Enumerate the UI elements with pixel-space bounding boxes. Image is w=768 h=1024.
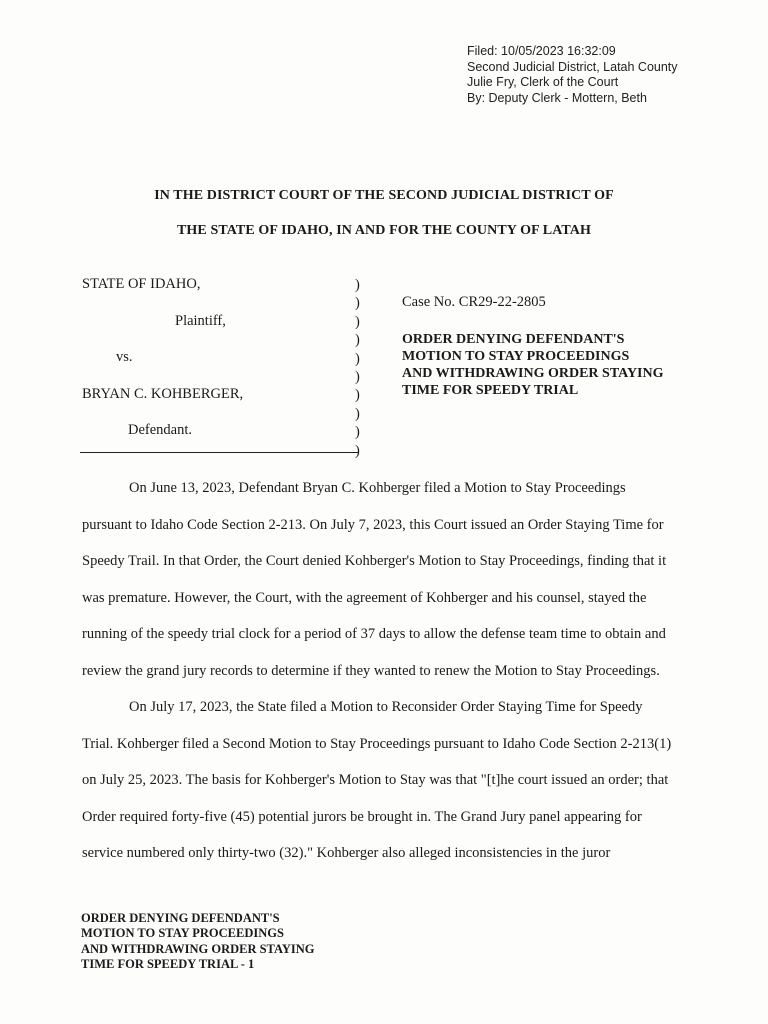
court-heading-line-1: IN THE DISTRICT COURT OF THE SECOND JUDICIAL DISTRICT OF [154, 188, 614, 203]
footer-line: MOTION TO STAY PROCEEDINGS [81, 926, 284, 941]
body-line: review the grand jury records to determine if they wanted to renew the Motion to Stay Proceedings. [82, 662, 660, 679]
order-title-line: AND WITHDRAWING ORDER STAYING [402, 366, 664, 381]
caption-paren: ) [355, 332, 360, 349]
page-footer [81, 911, 315, 972]
court-heading-line-2: THE STATE OF IDAHO, IN AND FOR THE COUNTY OF LATAH [176, 223, 592, 238]
versus-label: vs. [116, 349, 133, 365]
order-title-line: TIME FOR SPEEDY TRIAL [402, 383, 579, 398]
order-title [402, 331, 664, 399]
caption-paren: ) [355, 277, 360, 293]
caption-paren: ) [355, 295, 360, 312]
caption-paren: ) [355, 350, 360, 367]
filing-stamp-line: Julie Fry, Clerk of the Court [467, 75, 619, 89]
caption-underline [80, 452, 359, 453]
filing-stamp-line: Second Judicial District, Latah County [467, 59, 678, 74]
plaintiff-name: STATE OF IDAHO, [82, 276, 201, 292]
body-line: was premature. However, the Court, with the agreement of Kohberger and his counsel, stayed the [82, 589, 647, 606]
caption-parentheses [355, 276, 360, 460]
filing-stamp-line: Filed: 10/05/2023 16:32:09 [467, 44, 616, 58]
order-title-line: MOTION TO STAY PROCEEDINGS [402, 349, 630, 364]
caption-paren: ) [355, 369, 360, 386]
body-line: On July 17, 2023, the State filed a Motion to Reconsider Order Staying Time for Speedy [129, 699, 643, 715]
order-body [82, 470, 702, 872]
body-line: running of the speedy trial clock for a period of 37 days to allow the defense team time to obtain and [82, 626, 666, 642]
caption-paren: ) [355, 424, 360, 441]
case-number: Case No. CR29-22-2805 [402, 294, 546, 310]
filing-stamp-line: By: Deputy Clerk - Mottern, Beth [467, 90, 647, 105]
footer-line: TIME FOR SPEEDY TRIAL - 1 [81, 956, 255, 971]
caption-paren: ) [355, 442, 360, 459]
footer-line: AND WITHDRAWING ORDER STAYING [81, 941, 315, 956]
defendant-name: BRYAN C. KOHBERGER, [82, 386, 244, 402]
caption-paren: ) [355, 313, 360, 330]
order-title-line: ORDER DENYING DEFENDANT'S [402, 332, 625, 347]
body-line: Order required forty-five (45) potential jurors be brought in. The Grand Jury panel appearing for [82, 808, 642, 825]
caption-paren: ) [355, 387, 360, 404]
footer-line: ORDER DENYING DEFENDANT'S [81, 911, 280, 925]
plaintiff-role: Plaintiff, [175, 313, 226, 329]
body-line: On June 13, 2023, Defendant Bryan C. Kohberger filed a Motion to Stay Proceedings [129, 480, 626, 496]
filing-stamp [467, 44, 678, 106]
body-line: Speedy Trail. In that Order, the Court denied Kohberger's Motion to Stay Proceedings, finding that it [82, 553, 667, 569]
body-line: Trial. Kohberger filed a Second Motion to Stay Proceedings pursuant to Idaho Code Section 2-213(1) [82, 735, 672, 752]
body-line: on July 25, 2023. The basis for Kohberger's Motion to Stay was that "[t]he court issued an order; that [82, 772, 669, 788]
defendant-role: Defendant. [128, 422, 193, 438]
body-line: service numbered only thirty-two (32)." Kohberger also alleged inconsistencies in the juror [82, 845, 611, 861]
body-line: pursuant to Idaho Code Section 2-213. On July 7, 2023, this Court issued an Order Staying Time for [82, 516, 664, 533]
caption-paren: ) [355, 405, 360, 422]
